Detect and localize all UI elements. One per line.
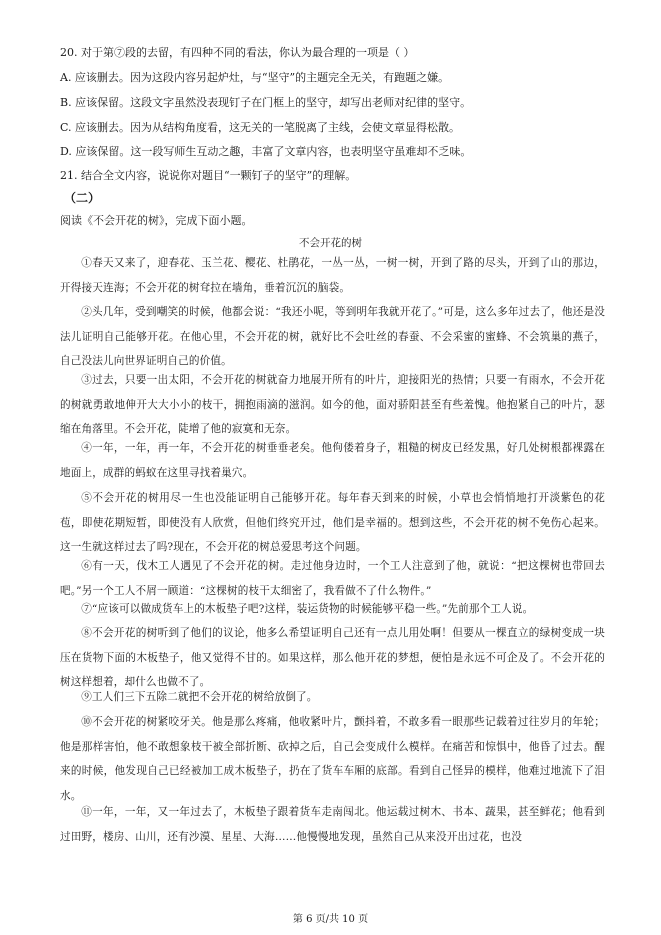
article-paragraph-3: ③过去，只要一出太阳，不会开花的树就奋力地展开所有的叶片，迎接阳光的热情；只要一有雨水，不会开花的树就勇敢地伸开大大小小的枝干，拥抱雨滴的滋润。如今的他，面对骄阳甚至有些羞愧。他抱紧自己的叶片，瑟缩在角落里。不会开花，陡增了他的寂寞和无奈。 <box>60 374 605 436</box>
question-20-option-c: C. 应该删去。因为从结构角度看，这无关的一笔脱离了主线，会使文章显得松散。 <box>60 121 461 134</box>
page-number: 第 6 页/共 10 页 <box>292 914 369 925</box>
article-paragraph-6: ⑥有一天，伐木工人遇见了不会开花的树。走过他身边时，一个工人注意到了他，就说：“把这棵树也带回去吧。”另一个工人不屑一顾道：“这棵树的枝干太细密了，我看做不了什么物件。” <box>60 560 605 597</box>
article-title: 不会开花的树 <box>299 237 362 249</box>
article-paragraph-10: ⑩不会开花的树紧咬牙关。他是那么疼痛，他收紧叶片，颤抖着，不敢多看一眼那些记载着过往岁月的年轮；他是那样害怕，他不敢想象枝干被全部折断、砍掉之后，自己会变成什么模样。在痛苦和惊惧中，他昏了过去。醒来的时候，他发现自己已经被加工成木板垫子，扔在了货车车厢的底部。看到自己怪异的模样，他难过地流下了泪水。 <box>60 716 605 802</box>
article-paragraph-4: ④一年，一年，再一年，不会开花的树垂垂老矣。他佝偻着身子，粗糙的树皮已经发黑，好几处树根都裸露在地面上，成群的蚂蚁在这里寻找着巢穴。 <box>60 442 605 479</box>
article-paragraph-7: ⑦“应该可以做成货车上的木板垫子吧?这样，装运货物的时候能够平稳一些。”先前那个工人说。 <box>81 603 534 615</box>
question-20-option-a: A. 应该删去。因为这段内容另起炉灶，与“坚守”的主题完全无关，有跑题之嫌。 <box>60 71 450 84</box>
question-20-option-b: B. 应该保留。这段文字虽然没表现钉子在门框上的坚守，却写出老师对纪律的坚守。 <box>60 96 472 109</box>
question-20-option-d: D. 应该保留。这一段写师生互动之趣，丰富了文章内容，也表明坚守虽难却不乏味。 <box>60 145 472 158</box>
reading-intro: 阅读《不会开花的树》，完成下面小题。 <box>60 214 253 227</box>
article-paragraph-9: ⑨工人们三下五除二就把不会开花的树给放倒了。 <box>81 691 318 703</box>
article-paragraph-1: ①春天又来了，迎春花、玉兰花、樱花、杜鹃花，一丛一丛，一树一树，开到了路的尽头，开到了山的那边，开得接天连海；不会开花的树耷拉在墙角，垂着沉沉的脑袋。 <box>60 257 605 294</box>
article-paragraph-5: ⑤不会开花的树用尽一生也没能证明自己能够开花。每年春天到来的时候，小草也会悄悄地打开淡紫色的花苞，即使花期短暂，即使没有人欣赏，但他们终究开过，他们是幸福的。想到这些，不会开花的树不免伤心起来。这一生就这样过去了吗?现在，不会开花的树总爱思考这个问题。 <box>60 492 605 554</box>
question-20-stem: 20. 对于第⑦段的去留，有四种不同的看法，你认为最合理的一项是（ ） <box>60 46 415 59</box>
article-paragraph-11: ⑪一年，一年，又一年过去了，木板垫子跟着货车走南闯北。他运载过树木、书本、蔬果，甚至鲜花；他看到过田野，楼房、山川，还有沙漠、星星、大海……他慢慢地发现，虽然自己从来没开出过花，也没 <box>60 806 605 843</box>
section-label: （二） <box>64 191 101 205</box>
article-paragraph-2: ②头几年，受到嘲笑的时候，他都会说：“我还小呢，等到明年我就开花了。”可是，这么多年过去了，他还是没法儿证明自己能够开花。在他心里，不会开花的树，就好比不会吐丝的春蚕、不会采蜜的蜜蜂、不会筑巢的燕子，自己没法儿向世界证明自己的价值。 <box>60 306 605 368</box>
article-paragraph-8: ⑧不会开花的树听到了他们的议论，他多么希望证明自己还有一点儿用处啊！但要从一棵直立的绿树变成一块压在货物下面的木板垫子，他又觉得不甘的。如果这样，那么他开花的梦想，便怕是永远不可企及了。不会开花的树这样想着，却什么也做不了。 <box>60 627 605 689</box>
question-21: 21. 结合全文内容，说说你对题目“一颗钉子的坚守”的理解。 <box>60 169 357 182</box>
